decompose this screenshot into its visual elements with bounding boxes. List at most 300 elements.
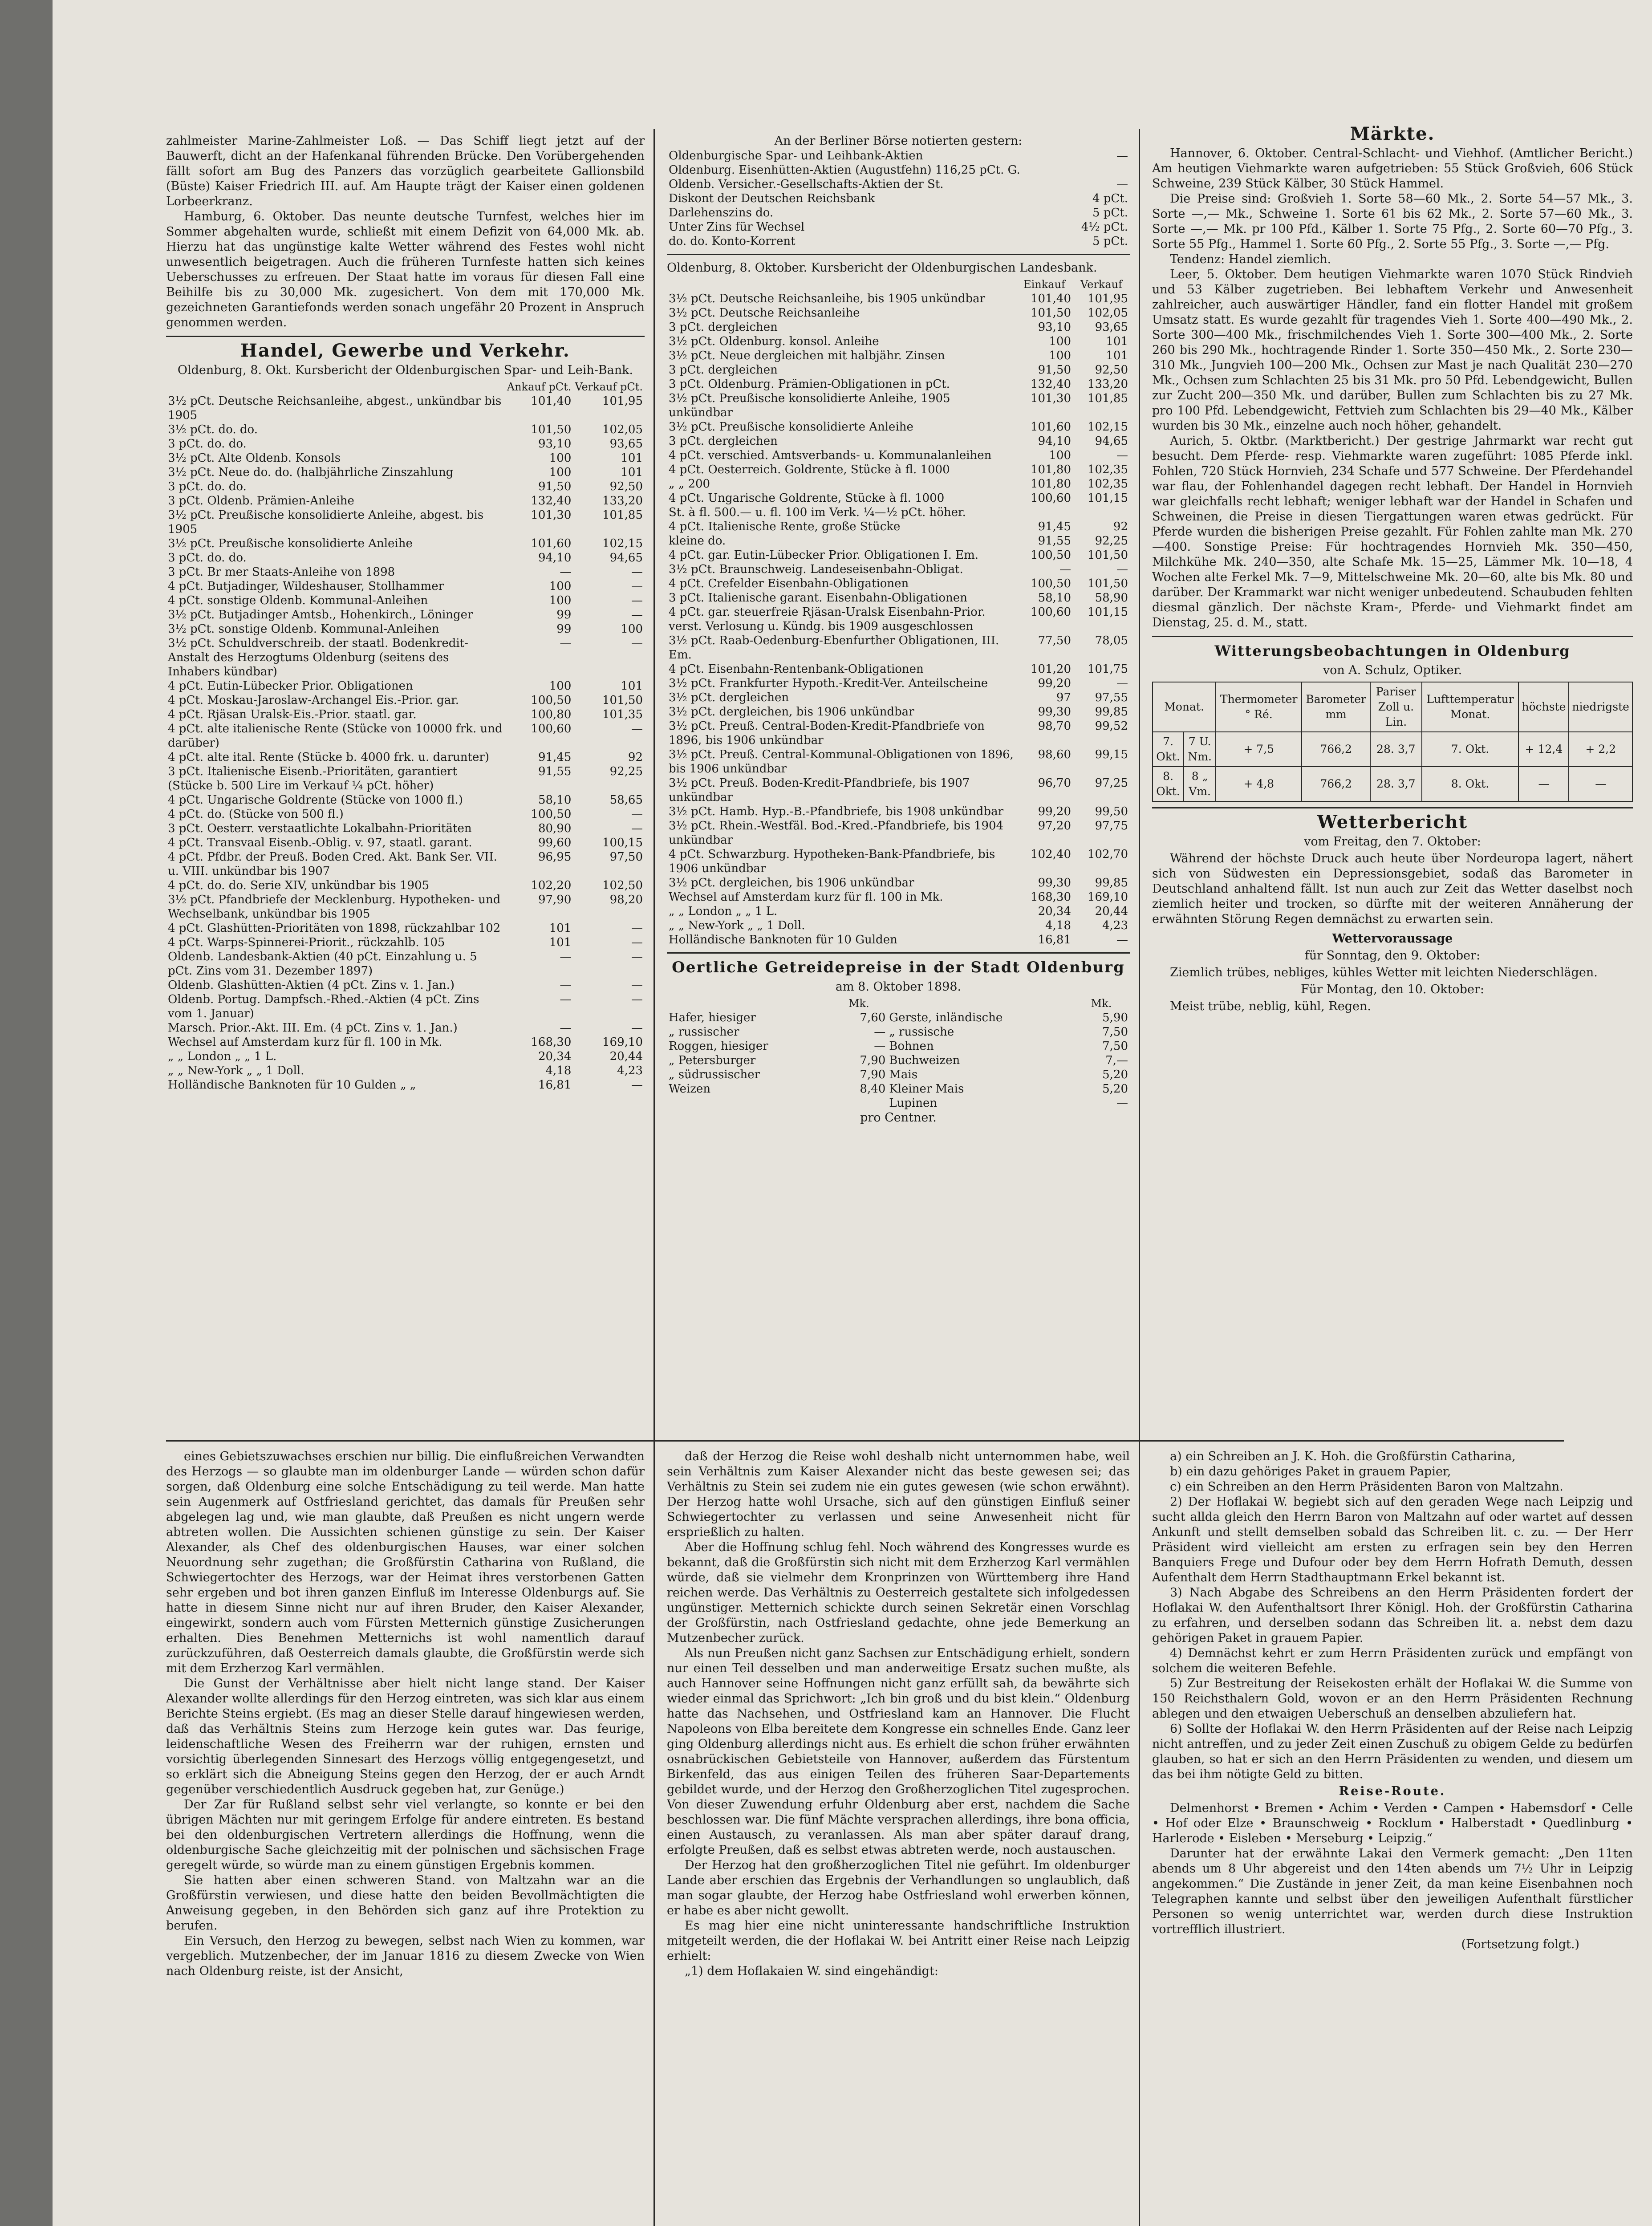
table-cell: 16,81 [538,1078,572,1092]
table-cell: 99,50 [1095,805,1128,818]
table-cell: 100,50 [1031,577,1071,590]
table-cell: 4 pCt. Eisenbahn-Rentenbank-Obligationen [669,662,924,676]
table-row [166,593,645,608]
table-cell: 4 pCt. Italienische Rente, große Stücke [669,520,901,533]
table-row [166,422,645,437]
table-cell: Mais [889,1068,918,1081]
table-cell: + 4,8 [1216,767,1302,801]
column-3-top [1152,120,1633,1434]
table-cell: 101,80 [1031,477,1071,491]
table-cell: 101 [1106,335,1128,348]
table-cell: 101,50 [602,694,643,707]
table-cell: 3 pCt. Oldenburg. Prämien-Obligationen in pCt. [669,378,950,391]
table-cell: 3 pCt. do. do. [168,480,247,493]
column-rule [653,129,655,2226]
table-cell: 4 pCt. Rjäsan Uralsk-Eis.-Prior. staatl. gar. [168,708,417,721]
table-cell: — [631,808,643,821]
table-row [667,847,1130,876]
voraus-heading: Wettervoraussage [1332,932,1453,946]
table-row [667,662,1130,676]
table-cell: 101,20 [1031,662,1071,676]
handel-heading: Handel, Gewerbe und Verkehr. [240,340,570,361]
table-cell: „ südrussischer [669,1068,760,1081]
market-leer: Leer, 5. Oktober. Dem heutigen Viehmarkte waren 1070 Stück Rindvieh und 53 Kälber zugetrieben. Bei lebhaftem Verkehr und Anwesenheit zahlreicher, auch auswärtiger Händler, fand ein flotter Handel mit großem Umsatz statt. Es wurde gezahlt für tragendes Vieh 1. Sorte 400—490 Mk., 2. Sorte 300—400 Mk., frischmilchendes Vieh 1. Sorte 300—400 Mk., 2. Sorte 260 bis 290 Mk., hochtragende Rinder 1. Sorte 350—450 Mk., 2. Sorte 230—310 Mk., Jungvieh 100—200 Mk., Ochsen zur Mast je nach Qualität 230—270 Mk., Ochsen zum Schlachten 25 bis 31 Mk. pro 50 Pfd. Lebendgewicht, Bullen zur Zucht 200—350 Mk. und darüber, Bullen zum Schlachten bis zu 27 Mk. pro 100 Pfd. Lebendgewicht, Fettvieh zum Schlachten bis 29—40 Mk., Kälber wurden bis 30 Mk., einzelne auch noch höher, gehandelt. [1152,268,1633,433]
table-cell: 7. Okt. [1422,732,1519,767]
table-cell: 58,65 [609,793,643,807]
kurs-table-landesbank [667,277,1130,947]
table-cell: 7,50 [1102,1025,1128,1039]
table-row [667,691,1130,705]
table-row [166,978,645,992]
table-cell: 133,20 [1088,378,1128,391]
table-row [166,608,645,622]
table-cell: — [631,565,643,579]
table-cell: 20,44 [1095,905,1128,918]
divider [667,952,1130,954]
col-header: Verkauf pCt. [575,381,643,393]
table-cell: 4 pCt. Schwarzburg. Hypotheken-Bank-Pfandbriefe, bis 1906 unkündbar [669,848,995,875]
table-row [667,1082,1130,1096]
table-cell: 98,20 [609,893,643,906]
table-cell: 7,— [1105,1054,1128,1067]
table-row [166,679,645,693]
table-cell: Oldenb. Glashütten-Aktien (4 pCt. Zins v. 1. Jan.) [168,979,455,992]
table-cell: 101,30 [1031,392,1071,405]
table-cell: 101,95 [1088,292,1128,305]
table-cell: Roggen, hiesiger [669,1040,768,1053]
table-cell: Oldenb. Versicher.-Gesellschafts-Aktien der St. [669,178,944,191]
wt-head: Monat. [1153,682,1216,732]
table-cell [1073,505,1130,520]
table-row [166,451,645,465]
table-row [667,605,1130,634]
table-cell: — [1116,677,1128,690]
table-cell: 4 pCt. alte italienische Rente (Stücke von 10000 frk. und darüber) [168,722,503,750]
wt-head: Pariser Zoll u. Lin. [1370,682,1421,732]
table-cell: 93,65 [1095,321,1128,334]
table-cell: 93,10 [538,437,572,451]
table-cell: 3½ pCt. Preuß. Central-Boden-Kredit-Pfandbriefe von 1896, bis 1906 unkündbar [669,719,985,747]
table-row [166,693,645,707]
table-cell: 8,40 [860,1082,886,1096]
montag-date: Für Montag, den 10. Oktober: [1301,983,1484,996]
divider [166,336,645,337]
table-cell: 99,20 [1038,805,1071,818]
table-cell: 132,40 [1031,378,1071,391]
table-cell: 3½ pCt. sonstige Oldenb. Kommunal-Anleihen [168,622,439,636]
table-cell [667,1096,830,1110]
table-cell: 99,30 [1038,876,1071,890]
table-row [667,377,1130,391]
table-row [166,536,645,551]
col-header: Verkauf [1080,278,1122,291]
newspaper-page [53,0,1652,2226]
table-row [667,904,1130,918]
table-row [667,1011,1130,1025]
table-cell: 101,40 [531,394,572,408]
table-cell [1073,163,1130,177]
table-cell: Oldenb. Landesbank-Aktien (40 pCt. Einzahlung u. 5 pCt. Zins vom 31. Dezember 1897) [168,950,477,978]
paragraph: b) ein dazu gehöriges Paket in grauem Papier, [1170,1465,1451,1479]
table-row [166,1078,645,1092]
paragraph: 4) Demnächst kehrt er zum Herrn Präsidenten zurück und empfängt von solchem die weiteren Befehle. [1152,1646,1633,1675]
table-cell: 3½ pCt. Oldenburg. konsol. Anleihe [669,335,879,348]
table-cell: 3½ pCt. Deutsche Reichsanleihe, bis 1905 unkündbar [669,292,986,305]
table-cell: 97,75 [1095,819,1128,833]
table-row [667,676,1130,691]
table-cell: 101 [1106,349,1128,362]
table-row [667,819,1130,847]
table-cell: Darlehenszins do. [669,206,774,219]
table-cell: 100,60 [531,722,572,735]
table-row [667,448,1130,463]
table-cell: + 2,2 [1569,732,1632,767]
table-cell: 94,65 [609,551,643,565]
table-cell: 3½ pCt. Deutsche Reichsanleihe, abgest., unkündbar bis 1905 [168,394,502,422]
table-cell: 92 [1113,520,1128,533]
table-cell: Lupinen [889,1097,938,1110]
table-row [667,1053,1130,1068]
table-cell: 8. Okt. [1153,767,1184,801]
table-cell: 3½ pCt. Preußische konsolidierte Anleihe [168,537,413,550]
table-row [166,394,645,422]
table-cell: 4 pCt. Oesterreich. Goldrente, Stücke à fl. 1000 [669,463,950,476]
table-cell: 4 pCt. Moskau-Jaroslaw-Archangel Eis.-Prior. gar. [168,694,459,707]
table-cell: 20,34 [538,1050,572,1063]
table-row [667,705,1130,719]
paragraph: c) ein Schreiben an den Herrn Präsidenten Baron von Maltzahn. [1170,1480,1563,1494]
table-cell: 3½ pCt. Deutsche Reichsanleihe [669,306,860,320]
table-cell: 7,90 [860,1054,886,1067]
table-cell: Holländische Banknoten für 10 Gulden [669,933,897,946]
table-cell: 4 pCt. do. do. Serie XIV, unkündbar bis 1905 [168,879,430,892]
table-cell: 100 [621,622,643,636]
table-cell: 7,90 [860,1068,886,1081]
table-cell [1016,505,1073,520]
table-cell: 100,50 [531,694,572,707]
table-cell: 132,40 [531,494,572,508]
table-cell: 3½ pCt. Preußische konsolidierte Anleihe, abgest. bis 1905 [168,508,484,536]
table-cell: 100 [1049,335,1071,348]
table-cell: „ „ London „ „ 1 L. [669,905,778,918]
wt-head: höchste [1518,682,1569,732]
table-cell: 4 pCt. gar. steuerfreie Rjäsan-Uralsk Eisenbahn-Prior. verst. Verlosung u. Kündg. bis 1909 ausgeschlossen [669,605,986,633]
table-row [667,933,1130,947]
table-cell: 102,15 [602,537,643,550]
table-cell: — [631,580,643,593]
table-row [667,520,1130,534]
table-cell: „ Petersburger [669,1054,756,1067]
table-cell: 101,50 [1088,577,1128,590]
table-cell: 3 pCt. dergleichen [669,435,778,448]
article-intro: zahlmeister Marine-Zahlmeister Loß. — Das Schiff liegt jetzt auf der Bauwerft, dicht an der Hafenkanal führenden Brücke. Den Vorübergehenden fällt sofort am Bug des Panzers das vorzüglich gearbeitete Gallionsbild (Büste) Kaiser Friedrich III. auf. Am Haupte trägt der Kaiser einen goldenen Lorbeerkranz. [166,134,645,208]
table-row [166,992,645,1021]
fortsetzung: (Fortsetzung folgt.) [1461,1938,1579,1951]
table-cell: St. à fl. 500.— u. fl. 100 im Verk. ¼—½ pCt. höher. [669,506,966,519]
table-cell: 5,20 [1102,1068,1128,1081]
table-cell: 4 pCt. Butjadinger, Wildeshauser, Stollhammer [168,580,444,593]
article-hamburg: Hamburg, 6. Oktober. Das neunte deutsche Turnfest, welches hier im Sommer abgehalten wurde, schließt mit einem Defizit von 64,000 Mk. ab. Hierzu hat das ungünstige kalte Wetter während des Festes wohl nicht unwesentlich beigetragen. Auch die früheren Turnfeste hatten sich keines Ueberschusses zu erfreuen. Der Staat hatte im voraus für diesen Fall eine Beihilfe bis zu 30,000 Mk. zugesichert. Von dem mit 170,000 Mk. gezeichneten Garantiefonds werden sonach ungefähr 20 Prozent in Anspruch genommen werden. [166,210,645,329]
table-cell: Holländische Banknoten für 10 Gulden „ „ [168,1078,416,1092]
table-cell: — [631,922,643,935]
table-row [667,577,1130,591]
table-cell: — [1116,933,1128,946]
table-cell: 3 pCt. Oesterr. verstaatlichte Lokalbahn-Prioritäten [168,822,472,835]
table-cell: 101,35 [602,708,643,721]
table-row [667,747,1130,776]
table-cell: — [631,722,643,735]
table-cell: 101,80 [1031,463,1071,476]
berlin-table [667,149,1130,248]
table-cell: — [560,637,572,650]
table-row [166,1035,645,1049]
reise-note: Darunter hat der erwähnte Lakai den Vermerk gemacht: „Den 11ten abends um 8 Uhr abgereist und den 14ten abends um 7½ Uhr in Leipzig angekommen.“ Die Zustände in jener Zeit, da man keine Eisenbahnen noch Telegraphen kannte und selbst über den jeweiligen Aufenthalt fürstlicher Personen so wenig unterrichtet war, werden durch diese Instruktion vortrefflich illustriert. [1152,1847,1633,1936]
table-cell: 3½ pCt. Pfandbriefe der Mecklenburg. Hypotheken- und Wechselbank, unkündbar bis 1905 [168,893,501,921]
table-row [166,935,645,950]
table-row [166,707,645,722]
table-row [166,1021,645,1035]
table-cell: Hafer, hiesiger [669,1011,756,1024]
unit-mk: Mk. [1091,997,1112,1010]
table-row [667,220,1130,234]
table-cell: 168,30 [1031,890,1071,904]
getreide-table [667,996,1130,1110]
table-cell: 169,10 [602,1036,643,1049]
table-cell: 91,45 [538,751,572,764]
table-cell: 98,60 [1038,748,1071,761]
table-cell: — [1116,563,1128,576]
table-cell: 4 pCt. Eutin-Lübecker Prior. Obligationen [168,679,413,693]
table-cell: 91,55 [1038,534,1071,548]
table-cell: 78,05 [1095,634,1128,647]
market-aurich: Aurich, 5. Oktbr. (Marktbericht.) Der gestrige Jahrmarkt war recht gut besucht. Dem Pferde- resp. Viehmarkte waren zugeführt: 1085 Pferde inkl. Fohlen, 720 Stück Hornvieh, 234 Schafe und 577 Schweine. Der Pferdehandel war flau, der Fohlenhandel dagegen recht lebhaft. Der Handel in Hornvieh war gleichfalls recht lebhaft; weniger lebhaft war der Handel in Schafen und Schweinen, die Preise in diesen Tiergattungen waren etwas gedrückt. Für Pferde wurden die bisherigen Preise gezahlt. Für Fohlen zahlte man Mk. 270—400. Sonstige Preise: Für hochtragendes Hornvieh Mk. 350—450, Milchkühe Mk. 240—350, alte Schafe Mk. 15—25, Lämmer Mk. 10—18, 4 Wochen alte Ferkel Mk. 7—9, Mittelschweine Mk. 20—60, alte bis Mk. 80 und darüber. Der Krammarkt war nicht weniger unbedeutend. Schaubuden fehlten diesmal gänzlich. Der nächste Kram-, Pferde- und Viehmarkt findet am Dienstag, 25. d. M., statt. [1152,434,1633,630]
table-cell: 97,50 [609,850,643,864]
table-cell: — [560,565,572,579]
table-row [667,548,1130,562]
table-cell: 7 U. Nm. [1184,732,1216,767]
voraus-date: für Sonntag, den 9. Oktober: [1304,949,1481,963]
table-row [166,551,645,565]
column-1-top [166,134,645,1434]
table-cell: 3½ pCt. Frankfurter Hypoth.-Kredit-Ver. Anteilscheine [669,677,988,690]
table-cell: 91,55 [538,765,572,778]
table-row [166,508,645,536]
table-cell: 28. 3,7 [1370,732,1421,767]
table-cell: 101,50 [531,423,572,436]
table-cell: 3½ pCt. dergleichen, bis 1906 unkündbar [669,876,914,890]
table-cell: 3½ pCt. dergleichen, bis 1906 unkündbar [669,705,914,719]
table-cell: 100,80 [531,708,572,721]
table-cell: 94,10 [1038,435,1071,448]
table-cell: 3 pCt. Oldenb. Prämien-Anleihe [168,494,354,508]
table-cell: 92,25 [1095,534,1128,548]
table-row [166,722,645,750]
unit-mk: Mk. [848,997,869,1010]
table-cell: 8 „ Vm. [1184,767,1216,801]
wt-head: Lufttemperatur Monat. [1422,682,1519,732]
table-cell: 3½ pCt. Preußische konsolidierte Anleihe [669,420,913,434]
table-cell: 3½ pCt. Braunschweig. Landeseisenbahn-Obligat. [669,563,963,576]
table-cell: 5 pCt. [1092,206,1128,219]
table-cell: 99,52 [1095,719,1128,733]
table-cell: 99,30 [1038,705,1071,719]
table-cell: „ „ New-York „ „ 1 Doll. [168,1064,304,1077]
table-cell: 3 pCt. Italienische Eisenb.-Prioritäten, garantiert (Stücke b. 500 Lire im Verkauf ¼ pCt. höher) [168,765,457,792]
table-cell: 20,44 [609,1050,643,1063]
table-cell: 94,10 [538,551,572,565]
table-cell: 92,50 [609,480,643,493]
table-row [667,1039,1130,1053]
table-cell: Diskont der Deutschen Reichsbank [669,192,875,205]
table-row [1153,732,1632,767]
table-cell: 3½ pCt. Butjadinger Amtsb., Hohenkirch., Löninger [168,608,473,621]
table-cell: 4 pCt. Pfdbr. der Preuß. Boden Cred. Akt. Bank Ser. VII. u. VIII. unkündbar bis 1907 [168,850,497,878]
table-cell: Kleiner Mais [889,1082,964,1096]
table-cell: 3½ pCt. Preuß. Central-Kommunal-Obligationen von 1896, bis 1906 unkündbar [669,748,1014,776]
table-cell: — [874,1025,886,1039]
table-row [166,878,645,893]
table-row [667,1096,1130,1110]
table-row [667,890,1130,904]
table-row [166,565,645,579]
table-row [667,591,1130,605]
table-cell: 99,60 [538,836,572,849]
table-cell: 4 pCt. alte ital. Rente (Stücke b. 4000 frk. u. darunter) [168,751,489,764]
table-cell: 4,18 [1045,919,1071,932]
table-cell: — [631,950,643,963]
market-hannover-prices: Die Preise sind: Großvieh 1. Sorte 58—60 Mk., 2. Sorte 54—57 Mk., 3. Sorte —,— Mk., Schweine 1. Sorte 61 bis 62 Mk., 2. Sorte 57—60 Mk., 3. Sorte —,— Mk. pr 100 Pfd., Kälber 1. Sorte 75 Pfg., 2. Sorte 60—70 Pfg., 3. Sorte 55 Pfg., Hammel 1. Sorte 60 Pfg., 2. Sorte 55 Pfg., 3. Sorte —,— Pfg. [1152,192,1633,251]
handel-subhead: Oldenburg, 8. Okt. Kursbericht der Oldenburgischen Spar- und Leih-Bank. [177,363,633,377]
table-cell: 99,20 [1038,677,1071,690]
reise-heading: Reise-Route. [1339,1784,1446,1798]
table-row [667,434,1130,448]
table-cell: 77,50 [1038,634,1071,647]
table-cell: 102,70 [1088,848,1128,861]
paragraph: Die Gunst der Verhältnisse aber hielt nicht lange stand. Der Kaiser Alexander wollte allerdings für den Herzog eintreten, was sich klar aus einem Berichte Steins ergiebt. (Es mag an dieser Stelle darauf hingewiesen werden, daß das Verhältnis Steins zum Herzoge kein gutes war. Das feurige, leidenschaftliche Wesen des Freiherrn war der ruhigen, ernsten und vorsichtig überlegenden Sinnesart des Herzogs völlig entgegengesetzt, und so erklärt sich die Abneigung Steins gegen den Herzog, der er auch Arndt gegenüber verschiedentlich Ausdruck gegeben hat, zur Genüge.) [166,1677,645,1796]
getreide-heading: Oertliche Getreidepreise in der Stadt Oldenburg [672,959,1125,976]
landesbank-heading: Oldenburg, 8. Oktober. Kursbericht der Oldenburgischen Landesbank. [667,261,1097,275]
table-row [166,793,645,807]
wt-head: Thermometer ° Ré. [1216,682,1302,732]
table-cell: 101 [549,922,572,935]
table-cell: Wechsel auf Amsterdam kurz für fl. 100 in Mk. [168,1036,442,1049]
table-cell: 97 [1056,691,1071,704]
paragraph: eines Gebietszuwachses erschien nur billig. Die einflußreichen Verwandten des Herzogs — so glaubte man im oldenburger Lande — würden schon dafür sorgen, daß Oldenburg eine solche Entschädigung zu teil werde. Man hatte sein Augenmerk auf Ostfriesland gerichtet, das damals für Preußen sehr abgelegen lag und, wie man glaubte, daß Preußen es nicht ungern werde abtreten wollen. Die Aussichten schienen günstige zu sein. Der Kaiser Alexander, als Chef des oldenburgischen Hauses, war einer solchen Neuordnung sehr zugethan; die Großfürstin Catharina von Rußland, die Schwiegertochter des Herzogs, war der Heimat ihres verstorbenen Gatten sehr ergeben und bot ihren ganzen Einfluß im Interesse Oldenburgs auf. Sie hatte in diesem Sinne nicht nur auf ihren Bruder, den Kaiser Alexander, eingewirkt, sondern auch vom Fürsten Metternich günstige Zusicherungen erhalten. Dies Benehmen Metternichs ist wohl namentlich darauf zurückzuführen, daß Oesterreich damals glaubte, die Großfürstin werde sich mit dem Erzherzog Karl vermählen. [166,1450,645,1675]
table-cell: 3 pCt. dergleichen [669,321,778,334]
table-row [667,463,1130,477]
table-cell: 92,25 [609,765,643,778]
section-rule [166,1440,1564,1442]
feuilleton-col-2 [667,1449,1130,2226]
table-cell: 97,20 [1038,819,1071,833]
table-cell: 3 pCt. Br mer Staats-Anleihe von 1898 [168,565,395,579]
table-row [166,437,645,451]
table-cell: — [631,979,643,992]
table-cell: 58,10 [1038,591,1071,605]
table-cell: 101,50 [1031,306,1071,320]
table-cell: 101 [621,679,643,693]
table-cell: 96,95 [538,850,572,864]
table-cell: 91,50 [1038,363,1071,377]
col-header: Ankauf pCt. [507,381,572,393]
table-row [667,776,1130,804]
table-cell: Weizen [669,1082,711,1096]
column-2-top [667,134,1130,1434]
table-cell: — [1116,449,1128,462]
table-cell: 3½ pCt. Hamb. Hyp.-B.-Pfandbriefe, bis 1908 unkündbar [669,805,1004,818]
table-row [166,1064,645,1078]
paragraph: Als nun Preußen nicht ganz Sachsen zur Entschädigung erhielt, sondern nur einen Teil desselben und man anderweitige Ersatz suchen mußte, als auch Hannover seine Hoffnungen nicht ganz erfüllt sah, da bewährte sich wieder einmal das Sprichwort: „Ich bin groß und du bist klein.“ Oldenburg hatte das Nachsehen, und Ostfriesland kam an Hannover. Die Flucht Napoleons von Elba bereitete dem Kongresse ein schnelles Ende. Ganz leer ging Oldenburg allerdings nicht aus. Es erhielt die schon früher erwähnten osnabrückischen Gebietsteile von Hannover, außerdem das Fürstentum Birkenfeld, das aus einigen Teilen des früheren Saar-Departements gebildet wurde, und der Herzog den Großherzoglichen Titel zugesprochen. Von dieser Zuwendung erfuhr Oldenburg aber erst, nachdem die Sache beschlossen war. Die fünf Mächte versprachen allerdings, ihre bona officia, einen Austausch, zu veranlassen. Als man aber später darauf drang, erfolgte Preußen, daß es selbst etwas abtreten werde, noch austauschen. [667,1646,1130,1857]
wetter-heading: Wetterbericht [1317,812,1468,833]
table-cell: 101,30 [531,508,572,522]
table-cell: 3½ pCt. Raab-Oedenburg-Ebenfurther Obligationen, III. Em. [669,634,999,662]
table-cell: 4 pCt. verschied. Amtsverbands- u. Kommunalanleihen [669,449,992,462]
table-cell: 100 [549,466,572,479]
table-cell: 3½ pCt. Schuldverschreib. der staatl. Bodenkredit-Anstalt des Herzogtums Oldenburg (seitens des Inhabers kündbar) [168,637,468,678]
divider [1152,807,1633,808]
table-row [166,821,645,836]
witterung-byline: von A. Schulz, Optiker. [1323,663,1462,677]
table-cell: 100 [549,679,572,693]
table-cell: 101,15 [1088,492,1128,505]
table-cell: 101 [621,451,643,465]
table-cell: 100,60 [1031,605,1071,619]
table-cell: 7,60 [860,1011,886,1024]
table-cell: 3½ pCt. Neue dergleichen mit halbjähr. Zinsen [669,349,945,362]
table-cell: 102,35 [1088,463,1128,476]
table-cell: 766,2 [1302,767,1370,801]
table-row [166,479,645,494]
witterung-heading: Witterungsbeobachtungen in Oldenburg [1214,642,1571,659]
table-row [166,622,645,636]
table-row [166,807,645,821]
table-cell: 7,50 [1102,1040,1128,1053]
table-cell: 80,90 [538,822,572,835]
table-cell: 4 pCt. Transvaal Eisenb.-Oblig. v. 97, staatl. garant. [168,836,472,849]
table-cell: 102,05 [602,423,643,436]
table-row [667,634,1130,662]
table-row [667,491,1130,505]
table-cell: 100 [549,451,572,465]
table-cell: 766,2 [1302,732,1370,767]
table-cell: 4 pCt. Ungarische Goldrente (Stücke von 1000 fl.) [168,793,463,807]
table-cell: 99,85 [1095,876,1128,890]
table-row [1153,767,1632,801]
table-cell: 101 [621,466,643,479]
table-cell: 3½ pCt. dergleichen [669,691,789,704]
table-cell: 92 [628,751,643,764]
table-cell: 4 pCt. sonstige Oldenb. Kommunal-Anleihen [168,594,428,607]
table-cell: 4 pCt. gar. Eutin-Lübecker Prior. Obligationen I. Em. [669,548,979,562]
table-cell: — [631,594,643,607]
table-cell: 98,70 [1038,719,1071,733]
table-cell: 4,23 [617,1064,643,1077]
paragraph: Aber die Hoffnung schlug fehl. Noch während des Kongresses wurde es bekannt, daß die Großfürstin sich nicht mit dem Erzherzog Karl vermählen würde, daß sie vielmehr dem Kronprinzen von Württemberg ihre Hand reichen werde. Das Verhältnis zu Oesterreich gestaltete sich infolgedessen ungünstiger. Metternich schickte durch seinen Sekretär einen Vorschlag der Großfürstin, nach Ostfriesland gedachte, ohne jede Bemerkung an Mutzenbecher zurück. [667,1540,1130,1645]
table-cell: 101,15 [1088,605,1128,619]
table-cell: — [560,993,572,1006]
table-row [667,420,1130,434]
table-cell: „ „ London „ „ 1 L. [168,1050,277,1063]
table-cell: 7. Okt. [1153,732,1184,767]
getreide-date: am 8. Oktober 1898. [835,980,962,994]
table-row [166,465,645,479]
table-cell: Oldenburgische Spar- und Leihbank-Aktien [669,149,923,162]
table-cell: 100 [549,594,572,607]
table-cell: 100,50 [1031,548,1071,562]
montag-text: Meist trübe, neblig, kühl, Regen. [1170,999,1371,1013]
table-cell: — [560,1021,572,1035]
table-row [667,349,1130,363]
